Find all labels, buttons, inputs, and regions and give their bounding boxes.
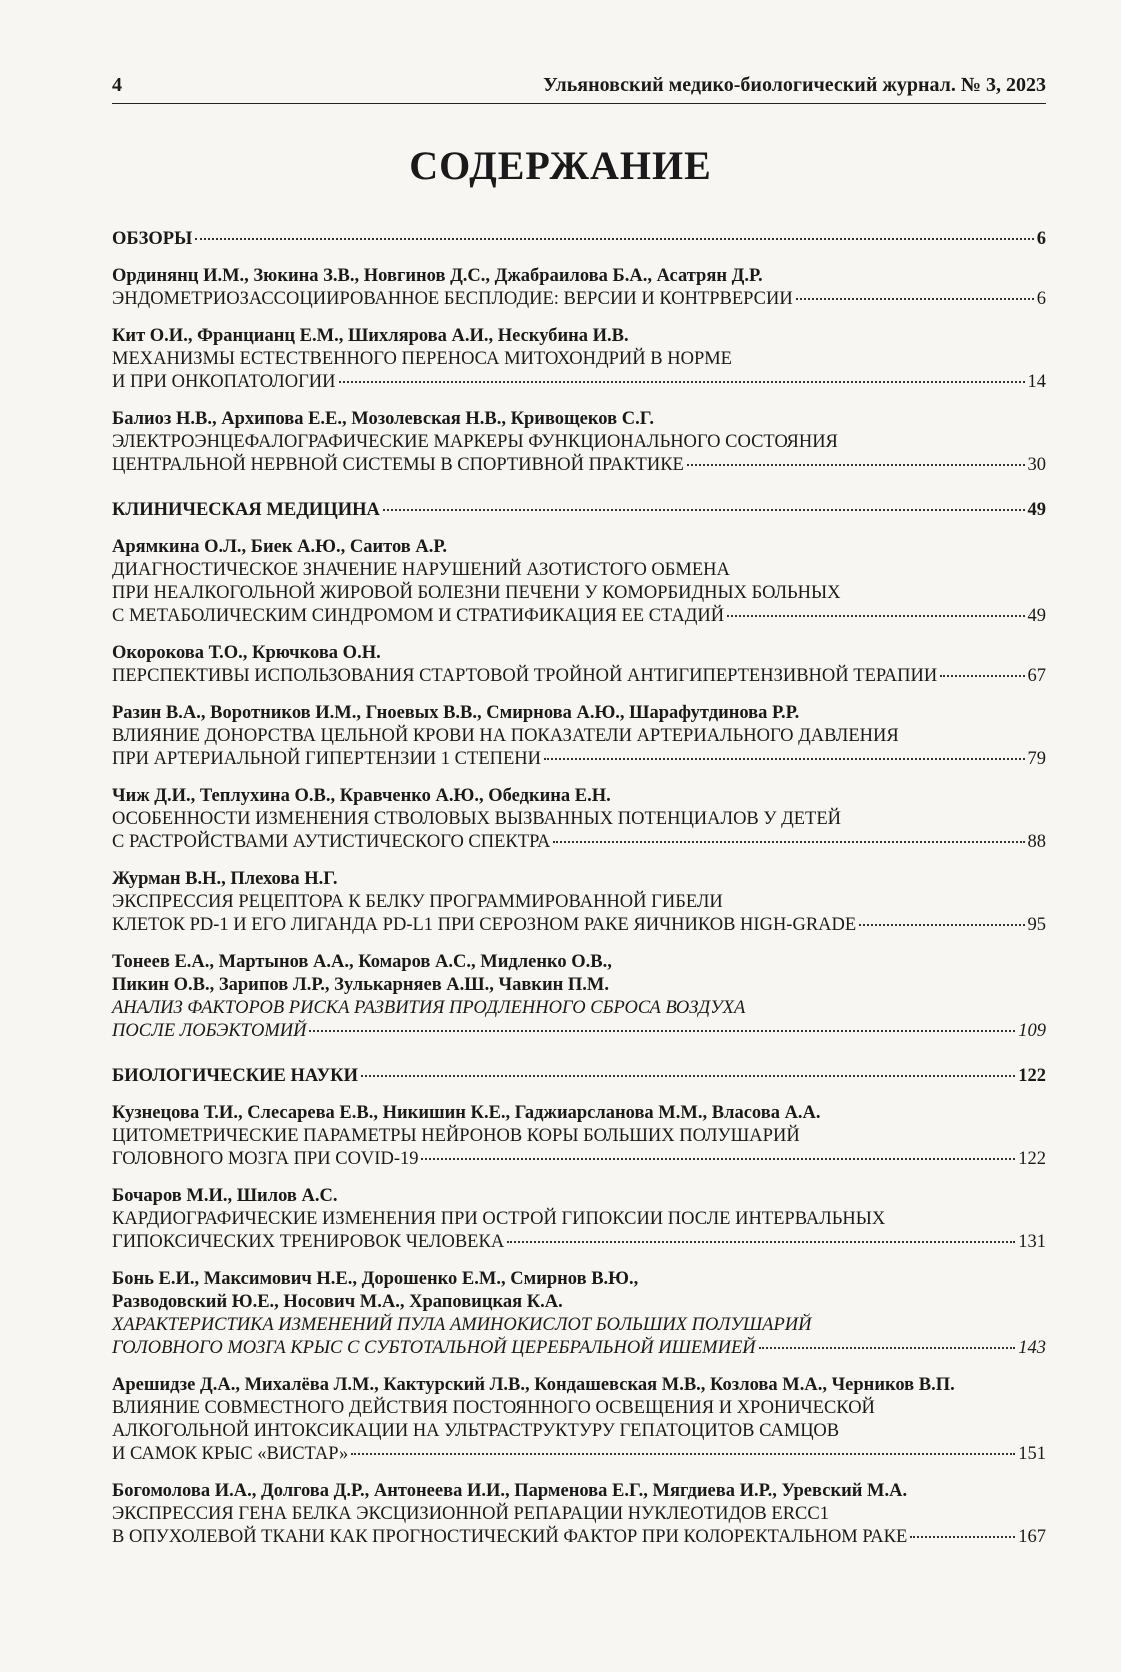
dot-leader	[759, 1347, 1016, 1349]
entry-title-line	[112, 914, 1046, 937]
dot-leader	[859, 924, 1024, 926]
entry-title-line	[112, 891, 1046, 914]
toc-entry	[112, 325, 1046, 394]
toc-entry	[112, 868, 1046, 937]
section-heading-text: КЛИНИЧЕСКАЯ МЕДИЦИНА	[112, 500, 380, 520]
entry-authors: Арешидзе Д.А., Михалёва Л.М., Кактурский Л.В., Кондашевская М.В., Козлова М.А., Черников В.П.	[112, 1375, 955, 1395]
entry-title-line	[112, 1231, 1046, 1254]
page-ref: 109	[1018, 1021, 1046, 1041]
journal-name: Ульяновский медико-биологический журнал. № 3, 2023	[543, 74, 1046, 96]
entry-title-line	[112, 1020, 1046, 1043]
page-ref: 88	[1027, 832, 1046, 852]
page-ref: 131	[1018, 1232, 1046, 1252]
entry-title: ДИАГНОСТИЧЕСКОЕ ЗНАЧЕНИЕ НАРУШЕНИЙ АЗОТИСТОГО ОБМЕНА	[112, 560, 730, 580]
entry-title-line	[112, 1208, 1046, 1231]
entry-title-line	[112, 288, 1046, 311]
entry-authors: Окорокова Т.О., Крючкова О.Н.	[112, 643, 381, 663]
entry-authors: Журман В.Н., Плехова Н.Г.	[112, 869, 338, 889]
toc-entry	[112, 642, 1046, 688]
entry-title-line	[112, 559, 1046, 582]
dot-leader	[309, 1030, 1015, 1032]
dot-leader	[553, 841, 1024, 843]
entry-authors: Бонь Е.И., Максимович Н.Е., Дорошенко Е.М., Смирнов В.Ю.,	[112, 1269, 639, 1289]
entry-authors: Кит О.И., Францианц Е.М., Шихлярова А.И., Нескубина И.В.	[112, 326, 629, 346]
entry-title-line	[112, 605, 1046, 628]
toc-entry	[112, 785, 1046, 854]
entry-title-line	[112, 1148, 1046, 1171]
entry-title: ЭЛЕКТРОЭНЦЕФАЛОГРАФИЧЕСКИЕ МАРКЕРЫ ФУНКЦИОНАЛЬНОГО СОСТОЯНИЯ	[112, 432, 838, 452]
page-ref: 122	[1018, 1149, 1046, 1169]
entry-title: ГИПОКСИЧЕСКИХ ТРЕНИРОВОК ЧЕЛОВЕКА	[112, 1232, 505, 1252]
toc-entry	[112, 1480, 1046, 1549]
entry-title: ОСОБЕННОСТИ ИЗМЕНЕНИЯ СТВОЛОВЫХ ВЫЗВАННЫХ ПОТЕНЦИАЛОВ У ДЕТЕЙ	[112, 809, 841, 829]
toc-entry	[112, 1185, 1046, 1254]
entry-title-line	[112, 1314, 1046, 1337]
page-ref: 167	[1018, 1527, 1046, 1547]
toc-section	[112, 228, 1046, 477]
table-of-contents	[112, 228, 1046, 1571]
entry-title: МЕХАНИЗМЫ ЕСТЕСТВЕННОГО ПЕРЕНОСА МИТОХОНДРИЙ В НОРМЕ	[112, 349, 732, 369]
entry-authors: Кузнецова Т.И., Слесарева Е.В., Никишин К.Е., Гаджиарсланова М.М., Власова А.А.	[112, 1103, 821, 1123]
page-ref: 143	[1018, 1338, 1046, 1358]
entry-authors: Разводовский Ю.Е., Носович М.А., Храповицкая К.А.	[112, 1292, 563, 1312]
dot-leader	[544, 758, 1025, 760]
entry-title: ПРИ АРТЕРИАЛЬНОЙ ГИПЕРТЕНЗИИ 1 СТЕПЕНИ	[112, 749, 541, 769]
entry-title: ВЛИЯНИЕ СОВМЕСТНОГО ДЕЙСТВИЯ ПОСТОЯННОГО ОСВЕЩЕНИЯ И ХРОНИЧЕСКОЙ	[112, 1398, 875, 1418]
page-ref: 6	[1036, 289, 1046, 309]
entry-title-line	[112, 431, 1046, 454]
entry-authors: Разин В.А., Воротников И.М., Гноевых В.В., Смирнова А.Ю., Шарафутдинова Р.Р.	[112, 703, 800, 723]
entry-title: ПОСЛЕ ЛОБЭКТОМИЙ	[112, 1021, 307, 1041]
toc-entry	[112, 408, 1046, 477]
toc-entry	[112, 951, 1046, 1043]
dot-leader	[507, 1241, 1015, 1243]
entry-title: С МЕТАБОЛИЧЕСКИМ СИНДРОМОМ И СТРАТИФИКАЦИЯ ЕЕ СТАДИЙ	[112, 606, 725, 626]
page-ref: 49	[1027, 500, 1046, 520]
entry-title-line	[112, 748, 1046, 771]
entry-title: И САМОК КРЫС «ВИСТАР»	[112, 1444, 349, 1464]
entry-title-line	[112, 582, 1046, 605]
toc-section	[112, 1065, 1046, 1549]
entry-title: ВЛИЯНИЕ ДОНОРСТВА ЦЕЛЬНОЙ КРОВИ НА ПОКАЗАТЕЛИ АРТЕРИАЛЬНОГО ДАВЛЕНИЯ	[112, 726, 899, 746]
entry-authors: Чиж Д.И., Теплухина О.В., Кравченко А.Ю., Обедкина Е.Н.	[112, 786, 611, 806]
entry-title: ЦЕНТРАЛЬНОЙ НЕРВНОЙ СИСТЕМЫ В СПОРТИВНОЙ ПРАКТИКЕ	[112, 455, 684, 475]
page-ref: 79	[1027, 749, 1046, 769]
section-heading	[112, 1065, 1046, 1088]
dot-leader	[796, 298, 1034, 300]
page-ref: 122	[1018, 1066, 1046, 1086]
dot-leader	[727, 615, 1024, 617]
entry-title-line	[112, 454, 1046, 477]
entry-title: И ПРИ ОНКОПАТОЛОГИИ	[112, 372, 336, 392]
section-heading	[112, 499, 1046, 522]
entry-title-line	[112, 808, 1046, 831]
dot-leader	[351, 1453, 1015, 1455]
entry-title: ЭКСПРЕССИЯ РЕЦЕПТОРА К БЕЛКУ ПРОГРАММИРОВАННОЙ ГИБЕЛИ	[112, 892, 723, 912]
entry-title-line	[112, 725, 1046, 748]
entry-title: КЛЕТОК PD-1 И ЕГО ЛИГАНДА PD-L1 ПРИ СЕРОЗНОМ РАКЕ ЯИЧНИКОВ HIGH-GRADE	[112, 915, 857, 935]
entry-title: ПРИ НЕАЛКОГОЛЬНОЙ ЖИРОВОЙ БОЛЕЗНИ ПЕЧЕНИ У КОМОРБИДНЫХ БОЛЬНЫХ	[112, 583, 841, 603]
page-title: СОДЕРЖАНИЕ	[409, 143, 712, 188]
entry-title: ХАРАКТЕРИСТИКА ИЗМЕНЕНИЙ ПУЛА АМИНОКИСЛОТ БОЛЬШИХ ПОЛУШАРИЙ	[112, 1315, 812, 1335]
entry-title-line	[112, 1337, 1046, 1360]
entry-title-line	[112, 371, 1046, 394]
entry-authors: Тонеев Е.А., Мартынов А.А., Комаров А.С., Мидленко О.В.,	[112, 952, 612, 972]
toc-entry	[112, 536, 1046, 628]
dot-leader	[361, 1075, 1015, 1077]
entry-title: С РАСТРОЙСТВАМИ АУТИСТИЧЕСКОГО СПЕКТРА	[112, 832, 551, 852]
entry-authors: Богомолова И.А., Долгова Д.Р., Антонеева И.И., Парменова Е.Г., Мягдиева И.Р., Уревский М.А.	[112, 1481, 908, 1501]
toc-entry	[112, 1268, 1046, 1360]
entry-title-line	[112, 1397, 1046, 1420]
page-ref: 49	[1027, 606, 1046, 626]
entry-title-line	[112, 831, 1046, 854]
running-head	[112, 74, 1046, 104]
toc-entry	[112, 265, 1046, 311]
entry-authors: Ординянц И.М., Зюкина З.В., Новгинов Д.С., Джабраилова Б.А., Асатрян Д.Р.	[112, 266, 763, 286]
toc-entry	[112, 1374, 1046, 1466]
entry-authors: Балиоз Н.В., Архипова Е.Е., Мозолевская Н.В., Кривощеков С.Г.	[112, 409, 655, 429]
entry-authors: Бочаров М.И., Шилов А.С.	[112, 1186, 338, 1206]
entry-authors: Арямкина О.Л., Биек А.Ю., Саитов А.Р.	[112, 537, 447, 557]
entry-title: ЭКСПРЕССИЯ ГЕНА БЕЛКА ЭКСЦИЗИОННОЙ РЕПАРАЦИИ НУКЛЕОТИДОВ ERCC1	[112, 1504, 829, 1524]
page-ref: 67	[1027, 666, 1046, 686]
dot-leader	[421, 1158, 1015, 1160]
entry-title: КАРДИОГРАФИЧЕСКИЕ ИЗМЕНЕНИЯ ПРИ ОСТРОЙ ГИПОКСИИ ПОСЛЕ ИНТЕРВАЛЬНЫХ	[112, 1209, 886, 1229]
entry-title: ГОЛОВНОГО МОЗГА КРЫС С СУБТОТАЛЬНОЙ ЦЕРЕБРАЛЬНОЙ ИШЕМИЕЙ	[112, 1338, 756, 1358]
entry-title-line	[112, 1443, 1046, 1466]
entry-title: АНАЛИЗ ФАКТОРОВ РИСКА РАЗВИТИЯ ПРОДЛЕННОГО СБРОСА ВОЗДУХА	[112, 998, 746, 1018]
page-number: 4	[112, 74, 122, 96]
section-heading	[112, 228, 1046, 251]
dot-leader	[940, 675, 1024, 677]
dot-leader	[195, 238, 1034, 240]
entry-title: ГОЛОВНОГО МОЗГА ПРИ COVID-19	[112, 1149, 419, 1169]
entry-title-line	[112, 665, 1046, 688]
section-heading-text: ОБЗОРЫ	[112, 229, 193, 249]
toc-entry	[112, 1102, 1046, 1171]
entry-authors: Пикин О.В., Зарипов Л.Р., Зулькарняев А.Ш., Чавкин П.М.	[112, 975, 610, 995]
page-ref: 95	[1027, 915, 1046, 935]
page-ref: 151	[1018, 1444, 1046, 1464]
page-ref: 14	[1027, 372, 1046, 392]
entry-title: В ОПУХОЛЕВОЙ ТКАНИ КАК ПРОГНОСТИЧЕСКИЙ ФАКТОР ПРИ КОЛОРЕКТАЛЬНОМ РАКЕ	[112, 1527, 908, 1547]
toc-entry	[112, 702, 1046, 771]
entry-title-line	[112, 1420, 1046, 1443]
entry-title-line	[112, 348, 1046, 371]
entry-title-line	[112, 1125, 1046, 1148]
dot-leader	[910, 1536, 1015, 1538]
entry-title: ПЕРСПЕКТИВЫ ИСПОЛЬЗОВАНИЯ СТАРТОВОЙ ТРОЙНОЙ АНТИГИПЕРТЕНЗИВНОЙ ТЕРАПИИ	[112, 666, 938, 686]
entry-title-line	[112, 1526, 1046, 1549]
entry-title-line	[112, 997, 1046, 1020]
entry-title-line	[112, 1503, 1046, 1526]
toc-section	[112, 499, 1046, 1043]
entry-title: АЛКОГОЛЬНОЙ ИНТОКСИКАЦИИ НА УЛЬТРАСТРУКТУРУ ГЕПАТОЦИТОВ САМЦОВ	[112, 1421, 840, 1441]
entry-title: ЭНДОМЕТРИОЗАССОЦИИРОВАННОЕ БЕСПЛОДИЕ: ВЕРСИИ И КОНТРВЕРСИИ	[112, 289, 793, 309]
entry-title: ЦИТОМЕТРИЧЕСКИЕ ПАРАМЕТРЫ НЕЙРОНОВ КОРЫ БОЛЬШИХ ПОЛУШАРИЙ	[112, 1126, 800, 1146]
page-ref: 6	[1036, 229, 1046, 249]
dot-leader	[339, 381, 1025, 383]
page-ref: 30	[1027, 455, 1046, 475]
dot-leader	[383, 509, 1025, 511]
dot-leader	[687, 464, 1025, 466]
section-heading-text: БИОЛОГИЧЕСКИЕ НАУКИ	[112, 1066, 358, 1086]
